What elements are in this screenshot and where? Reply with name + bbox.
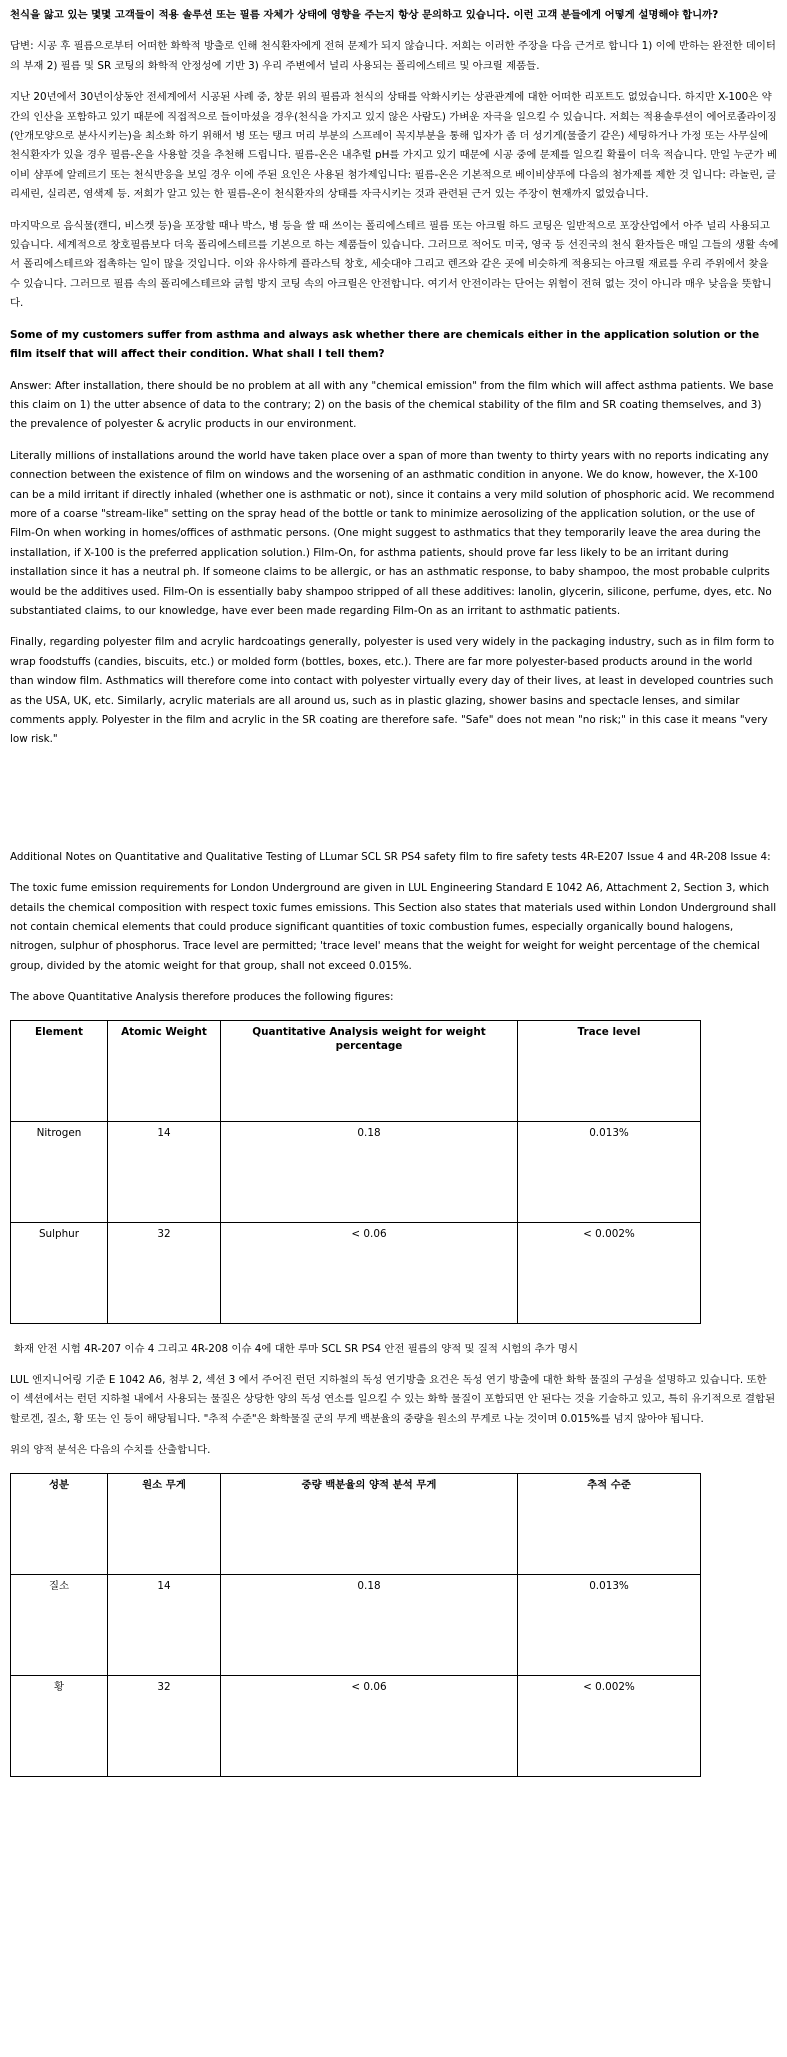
korean-question: 천식을 앓고 있는 몇몇 고객들이 적용 솔루션 또는 필름 자체가 상태에 영향을 주는지 항상 문의하고 있습니다. 이런 고객 분들에게 어떻게 설명해야 합니까?	[10, 9, 719, 21]
notes-english-title: Additional Notes on Quantitative and Qualitative Testing of LLumar SCL SR PS4 safety film to fire safety tests 4R-E207 Issue 4 and 4R-208 Issue 4:	[10, 850, 771, 863]
notes-english-intro: The above Quantitative Analysis therefore produces the following figures:	[10, 991, 394, 1004]
table-cell: 0.18	[221, 1121, 518, 1222]
english-figures-table	[10, 1020, 701, 1324]
section-spacer	[10, 762, 779, 848]
table-cell: 14	[108, 1574, 221, 1675]
table-cell: < 0.002%	[518, 1675, 701, 1776]
korean-paragraph-2: 지난 20년에서 30년이상동안 전세계에서 시공된 사례 중, 창문 위의 필름과 천식의 상태를 악화시키는 상관관계에 대한 어떠한 리포트도 없었습니다. 하지만 X-100은 약간의 인산을 포함하고 있기 때문에 직접적으로 들이마셨을 경우(천식을 가지고 있지 않은 사람도) 가벼운 자극을 일으킬 수 있습니다. 저희는 적용솔루션이 에어로졸라이징(안개모양으로 분사시키는)을 최소화 하기 위해서 병 또는 탱크 머리 부분의 스프레이 꼭지부분을 통해 입자가 좀 더 성기게(물줄기 같은) 세팅하거나 가정 또는 사무실에 천식환자가 있을 경우 필름-온을 사용할 것을 추천해 드립니다. 필름-온은 내추럴 pH를 가지고 있기 때문에 시공 중에 문제를 일으킬 확률이 더욱 적습니다. 만일 누군가 베이비 샴푸에 알레르기 또는 천식반응을 보일 경우 이에 주된 요인은 사용된 첨가제입니다: 필름-온은 기본적으로 베이비샴푸에 다음의 첨가제를 제한 것 입니다: 라놀린, 글리세린, 실리콘, 염색제 등. 저희가 알고 있는 한 필름-온이 천식환자의 상태를 자극시키는 것과 관련된 근거 있는 주장이 현재까지 없었습니다.	[10, 91, 777, 201]
table-cell: 32	[108, 1675, 221, 1776]
table-row	[11, 1675, 701, 1776]
notes-korean-paragraph: LUL 엔지니어링 기준 E 1042 A6, 첨부 2, 섹션 3 에서 주어진 런던 지하철의 독성 연기방출 요건은 독성 연기 방출에 대한 화학 물질의 구성을 설명하고 있습니다. 또한 이 섹션에서는 런던 지하철 내에서 사용되는 물질은 상당한 양의 독성 연소를 일으킬 수 있는 화학 물질이 포함되면 안 된다는 것을 기술하고 있고, 특히 유기적으로 결합된 할로겐, 질소, 황 또는 인 등이 해당됩니다. "추적 수준"은 화학물질 군의 무게 백분율의 중량을 원소의 무게로 나눈 것이며 0.015%를 넘지 않아야 됩니다.	[10, 1374, 776, 1425]
column-header: 성분	[11, 1473, 108, 1574]
table-cell: < 0.002%	[518, 1222, 701, 1323]
table-cell: 질소	[11, 1574, 108, 1675]
table-row	[11, 1121, 701, 1222]
table-cell: 황	[11, 1675, 108, 1776]
table-cell: 0.013%	[518, 1121, 701, 1222]
column-header: Atomic Weight	[108, 1020, 221, 1121]
korean-answer: 답변: 시공 후 필름으로부터 어떠한 화학적 방출로 인해 천식환자에게 전혀 문제가 되지 않습니다. 저희는 이러한 주장을 다음 근거로 합니다 1) 이에 반하는 완전한 데이터의 부재 2) 필름 및 SR 코팅의 화학적 안정성에 기반 3) 우리 주변에서 널리 사용되는 폴리에스테르 및 아크릴 제품들.	[10, 40, 776, 72]
table-header-row	[11, 1020, 701, 1121]
table-cell: Nitrogen	[11, 1121, 108, 1222]
column-header: Element	[11, 1020, 108, 1121]
column-header: 중량 백분율의 양적 분석 무게	[221, 1473, 518, 1574]
table-cell: 32	[108, 1222, 221, 1323]
table-header-row	[11, 1473, 701, 1574]
notes-korean-title: 화재 안전 시험 4R-207 이슈 4 그리고 4R-208 이슈 4에 대한 루마 SCL SR PS4 안전 필름의 양적 및 질적 시험의 추가 명시	[14, 1342, 579, 1355]
english-answer: Answer: After installation, there should be no problem at all with any "chemical emission" from the film which will affect asthma patients. We base this claim on 1) the utter absence of data to the contrary; 2) on the basis of the chemical stability of the film and SR coating themselves, and 3) the prevalence of polyester & acrylic products in our environment.	[10, 379, 774, 431]
column-header: Quantitative Analysis weight for weight percentage	[221, 1020, 518, 1121]
table-cell: 0.013%	[518, 1574, 701, 1675]
table-cell: 0.18	[221, 1574, 518, 1675]
notes-english-paragraph: The toxic fume emission requirements for London Underground are given in LUL Engineering Standard E 1042 A6, Attachment 2, Section 3, which details the chemical composition with respect toxic fumes emissions. This Section also states that materials used within London Underground shall not contain chemical elements that could produce significant quantities of toxic combustion fumes, especially organically bound halogens, nitrogen, sulphur of phosphorus. Trace level are permitted; 'trace level' means that the weight for weight for weight percentage of the chemical group, divided by the atomic weight for that group, shall not exceed 0.015%.	[10, 882, 777, 972]
korean-figures-table	[10, 1473, 701, 1777]
column-header: Trace level	[518, 1020, 701, 1121]
table-cell: < 0.06	[221, 1675, 518, 1776]
table-row	[11, 1222, 701, 1323]
english-paragraph-2: Literally millions of installations around the world have taken place over a span of more than twenty to thirty years with no reports indicating any connection between the existence of film on windows and the worsening of an asthmatic condition in anyone. We do know, however, the X-100 can be a mild irritant if directly inhaled (whether one is asthmatic or not), since it contains a very mild solution of phosphoric acid. We recommend more of a coarse "stream-like" setting on the spray head of the bottle or tank to minimize aerosolizing of the application solution, or the use of Film-On when working in homes/offices of asthmatic persons. (One might suggest to asthmatics that they temporarily leave the area during the installation, if X-100 is the preferred application solution.) Film-On, for asthma patients, should prove far less likely to be an irritant during installation since it has a neutral ph. If someone claims to be allergic, or has an asthmatic response, to baby shampoo, the most probable culprits would be the additives used. Film-On is essentially baby shampoo stripped of all these additives: lanolin, glycerin, silicone, perfume, dyes, etc. No substantiated claims, to our knowledge, have ever been made regarding Film-On as an irritant to asthmatic patients.	[10, 449, 775, 617]
notes-korean-intro: 위의 양적 분석은 다음의 수치를 산출합니다.	[10, 1444, 211, 1457]
table-cell: Sulphur	[11, 1222, 108, 1323]
table-row	[11, 1574, 701, 1675]
korean-paragraph-3: 마지막으로 음식물(캔디, 비스켓 등)을 포장할 때나 박스, 병 등을 쌀 때 쓰이는 폴리에스테르 필름 또는 아크릴 하드 코팅은 일반적으로 포장산업에서 아주 널리 사용되고 있습니다. 세계적으로 창호필름보다 더욱 폴리에스테르를 기본으로 하는 제품들이 있습니다. 그러므로 적어도 미국, 영국 등 선진국의 천식 환자들은 매일 그들의 생활 속에서 폴리에스테르와 접촉하는 일이 많을 것입니다. 이와 유사하게 플라스틱 창호, 세숫대야 그리고 렌즈와 같은 곳에 비슷하게 적용되는 아크릴 재료를 우리 주위에서 찾을 수 있습니다. 그러므로 필름 속의 폴리에스테르와 긁힘 방지 코팅 속의 아크릴은 안전합니다. 여기서 안전이라는 단어는 위험이 전혀 없는 것이 아니라 매우 낮음을 뜻합니다.	[10, 219, 779, 310]
column-header: 원소 무게	[108, 1473, 221, 1574]
table-cell: < 0.06	[221, 1222, 518, 1323]
english-question: Some of my customers suffer from asthma and always ask whether there are chemicals either in the application solution or the film itself that will affect their condition. What shall I tell them?	[10, 328, 760, 361]
table-cell: 14	[108, 1121, 221, 1222]
english-paragraph-3: Finally, regarding polyester film and acrylic hardcoatings generally, polyester is used very widely in the packaging industry, such as in film form to wrap foodstuffs (candies, biscuits, etc.) or molded form (bottles, boxes, etc.). There are far more polyester-based products around in the world than window film. Asthmatics will therefore come into contact with polyester virtually every day of their lives, at least in developed countries such as the USA, UK, etc. Similarly, acrylic materials are all around us, such as in plastic glazing, shower basins and spectacle lenses, and similar comments apply. Polyester in the film and acrylic in the SR coating are therefore safe. "Safe" does not mean "no risk;" in this case it means "very low risk."	[10, 636, 775, 746]
column-header: 추적 수준	[518, 1473, 701, 1574]
